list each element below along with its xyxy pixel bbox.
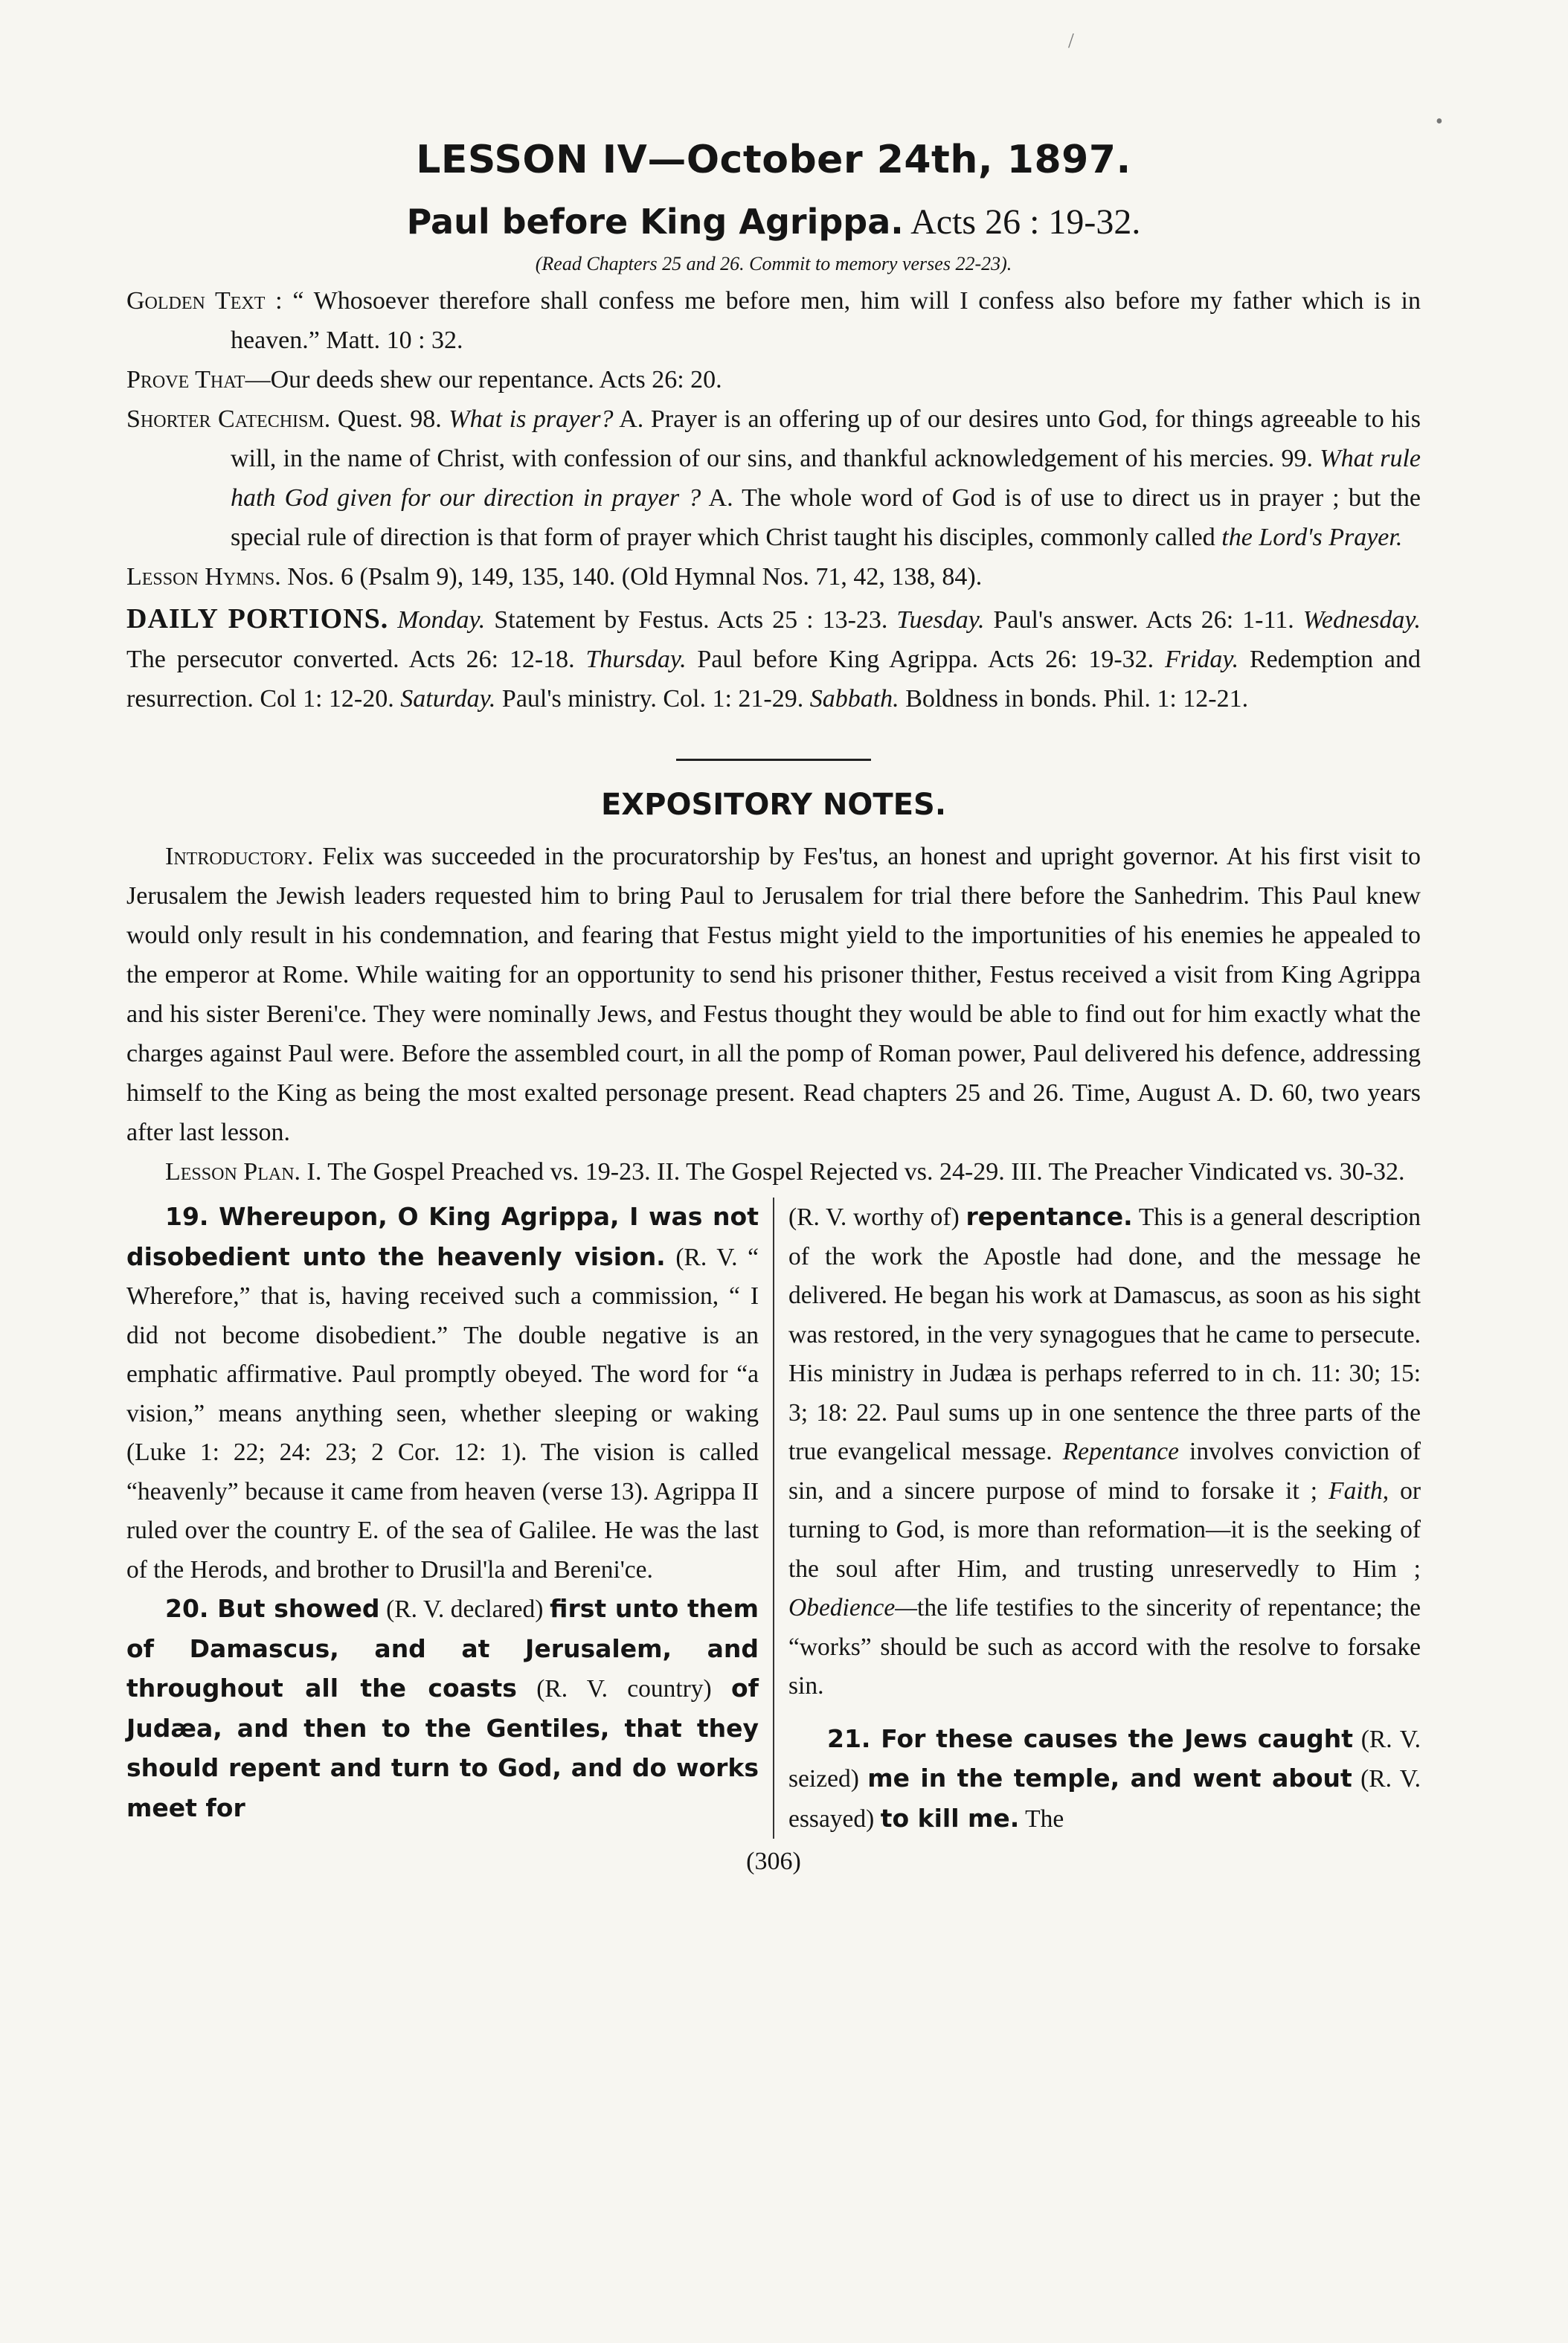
term-faith: Faith, (1328, 1476, 1389, 1505)
commentary-columns (126, 1198, 1421, 1839)
daily-text: Paul before King Agrippa. Acts 26: 19-32. (697, 646, 1154, 673)
verse-21-heading-end: to kill me. (880, 1803, 1020, 1833)
prove-that-label: Prove That (126, 366, 245, 393)
lesson-subtitle (126, 202, 1421, 242)
hymns-label: Lesson Hymns. (126, 563, 281, 591)
verse-19-note (126, 1198, 759, 1590)
catechism-q2: 99. (1281, 445, 1314, 472)
catechism-q2-question: What rule hath God given for our direction in prayer ? (231, 445, 1421, 512)
daily-day: Wednesday. (1302, 606, 1421, 634)
golden-text (126, 281, 1421, 360)
verse-21-note (788, 1720, 1421, 1839)
verse-19-body: (R. V. “ Wherefore,” that is, having received such a commission, “ I did not become disobedient.” The double negative is an emphatic affirmative. Paul promptly obeyed. The word for “a vision,” means anything seen, whether sleeping or waking (Luke 1: 22; 24: 23; 2 Cor. 12: 1). The vision is called “heavenly” because it came from heaven (verse 13). Agrippa II ruled over the country E. of the sea of Galilee. He was the last of the Herods, and brother to Drusil'la and Bereni'ce. (126, 1243, 759, 1584)
introductory-body: Felix was succeeded in the procuratorship by Fes'tus, an honest and upright governor. At his first visit to Jerusalem the Jewish leaders requested him to bring Paul to Jerusalem for trial there before the Sanhedrim. This Paul knew would only result in his condemnation, and fearing that Festus might yield to the importunities of his enemies he appealed to the emperor at Rome. While waiting for an opportunity to send his prisoner thither, Festus received a visit from King Agrippa and his sister Bereni'ce. They were nominally Jews, and Festus thought they would be able to find out for him exactly what the charges against Paul were. Before the assembled court, in all the pomp of Roman power, Paul delivered his defence, addressing himself to the King as being the most exalted personage present. Read chapters 25 and 26. Time, August A. D. 60, two years after last lesson. (126, 843, 1421, 1146)
golden-text-body: “ Whosoever therefore shall confess me before men, him will I confess also before my father which is in heaven.” Matt. 10 : 32. (231, 287, 1421, 354)
daily-day: Friday. (1164, 646, 1239, 673)
catechism-q1: Quest. 98. (337, 405, 442, 433)
lesson-title: LESSON IV—October 24th, 1897. (416, 138, 1131, 182)
expository-notes-heading: EXPOSITORY NOTES. (600, 788, 947, 822)
verse-21-rv: (R. V. seized) (788, 1725, 1421, 1793)
daily-day: Saturday. (400, 685, 496, 713)
term-faith-text: or turning to God, is more than reformation—it is the seeking of the soul after Him, and trusting unreservedly to Him ; (788, 1476, 1421, 1583)
daily-day: Sabbath. (809, 685, 899, 713)
introductory-label: Introductory. (165, 843, 314, 870)
catechism-q2-answer: A. The whole word of God is of use to direct us in prayer ; but the special rule of direction is that form of prayer which Christ taught his disciples, commonly called (231, 484, 1421, 551)
daily-text: Redemption and resurrection. Col 1: 12-20. (126, 646, 1421, 713)
daily-text: Paul's ministry. Col. 1: 21-29. (501, 685, 804, 713)
prove-that (126, 360, 1421, 399)
verse-21-rv-2: (R. V. essayed) (788, 1765, 1421, 1833)
verse-20-note (126, 1590, 759, 1828)
verse-20-heading-cont: first unto them of Damascus, and at Jerusalem, and throughout all the coasts (126, 1594, 759, 1703)
verse-21-heading-cont: me in the temple, and went about (867, 1764, 1352, 1793)
section-divider (676, 759, 871, 761)
right-column (788, 1198, 1421, 1839)
daily-day: Monday. (397, 606, 486, 634)
subtitle-name: Paul before King Agrippa. (406, 202, 904, 242)
page (126, 138, 1421, 1876)
column-divider (773, 1198, 774, 1839)
term-obedience: Obedience— (788, 1594, 918, 1622)
verse-20-heading-end: of Judæa, and then to the Gentiles, that they should repent and turn to God, and do works meet for (126, 1674, 759, 1822)
lesson-plan-label: Lesson Plan. (165, 1158, 301, 1186)
scan-mark: / (1068, 30, 1074, 53)
hymns-body: Nos. 6 (Psalm 9), 149, 135, 140. (Old Hymnal Nos. 71, 42, 138, 84). (287, 563, 983, 591)
verse-21-body: The (1025, 1804, 1064, 1833)
verse-20-body: This is a general description of the work the Apostle had done, and the message he delivered. He began his work at Damascus, as soon as his sight was restored, in the very synagogues that he came to persecute. His ministry in Judæa is perhaps referred to in ch. 11: 30; 15: 3; 18: 22. Paul sums up in one sentence the three parts of the true evangelical message. (788, 1203, 1421, 1465)
verse-20-rv: (R. V. declared) (386, 1595, 544, 1623)
lesson-hymns (126, 557, 1421, 597)
left-column (126, 1198, 759, 1839)
catechism-label: Shorter Catechism. (126, 405, 331, 433)
catechism-q1-answer: A. Prayer is an offering up of our desires unto God, for things agreeable to his will, in the name of Christ, with confession of our sins, and thankful acknowledgement of his mercies. (231, 405, 1421, 472)
daily-portions-title: DAILY PORTIONS. (126, 603, 389, 634)
daily-text: Paul's answer. Acts 26: 1-11. (993, 606, 1294, 634)
introductory-paragraph (126, 837, 1421, 1152)
daily-day: Tuesday. (896, 606, 985, 634)
term-obedience-text: the life testifies to the sincerity of repentance; the “works” should be such as accord with the resolve to forsake sin. (788, 1594, 1421, 1700)
daily-portions (126, 600, 1421, 719)
prove-that-body: —Our deeds shew our repentance. Acts 26: 20. (245, 366, 722, 393)
lesson-plan (126, 1152, 1421, 1192)
daily-text: Statement by Festus. Acts 25 : 13-23. (494, 606, 888, 634)
verse-20-note-cont (788, 1198, 1421, 1706)
daily-day: Thursday. (585, 646, 687, 673)
verse-20-heading: 20. But showed (165, 1594, 380, 1623)
lesson-plan-body: I. The Gospel Preached vs. 19-23. II. The Gospel Rejected vs. 24-29. III. The Preacher Vindicated vs. 30-32. (306, 1158, 1405, 1186)
page-number: (306) (746, 1848, 801, 1875)
verse-21-heading: 21. For these causes the Jews caught (827, 1723, 1353, 1753)
verse-20-rv-3: (R. V. worthy of) (788, 1203, 960, 1231)
daily-text: The persecutor converted. Acts 26: 12-18. (126, 646, 575, 673)
term-repentance-text: involves conviction of sin, and a sincere purpose of mind to forsake it ; (788, 1438, 1421, 1505)
catechism-q2-term: the Lord's Prayer. (1221, 524, 1403, 551)
catechism-q1-question: What is prayer? (449, 405, 614, 433)
daily-text: Boldness in bonds. Phil. 1: 12-21. (905, 685, 1249, 713)
verse-20-rv-2: (R. V. country) (536, 1675, 712, 1703)
subtitle-reference: Acts 26 : 19-32. (910, 202, 1141, 242)
term-repentance: Repentance (1062, 1438, 1179, 1465)
scan-mark: • (1436, 110, 1443, 133)
verse-19-heading: 19. Whereupon, O King Agrippa, I was not disobedient unto the heavenly vision. (126, 1202, 759, 1271)
golden-text-label: Golden Text : (126, 287, 283, 315)
verse-20-repentance: repentance. (965, 1202, 1133, 1231)
read-note: (Read Chapters 25 and 26. Commit to memory verses 22-23). (535, 253, 1012, 274)
shorter-catechism (126, 399, 1421, 557)
